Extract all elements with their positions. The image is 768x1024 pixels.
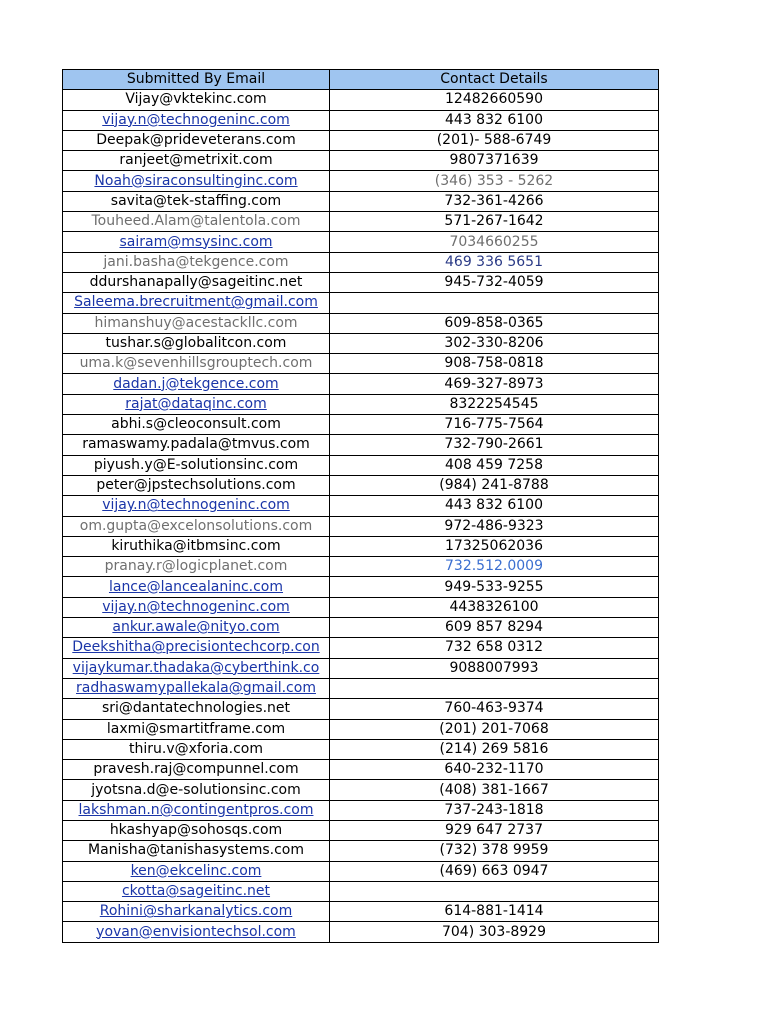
email-link[interactable]: Noah@siraconsultinginc.com xyxy=(94,172,298,189)
table-row xyxy=(63,435,659,455)
email-cell[interactable] xyxy=(63,171,330,191)
contact-cell[interactable] xyxy=(330,820,659,840)
email-link[interactable]: rajat@dataqinc.com xyxy=(125,395,267,412)
email-cell[interactable] xyxy=(63,638,330,658)
email-cell[interactable] xyxy=(63,252,330,272)
contact-cell[interactable] xyxy=(330,760,659,780)
contact-text: 704) 303-8929 xyxy=(441,923,547,940)
contact-text: 571-267-1642 xyxy=(444,213,544,230)
email-cell[interactable] xyxy=(63,800,330,820)
header-contact-details[interactable]: Contact Details xyxy=(330,70,659,90)
email-cell[interactable] xyxy=(63,110,330,130)
contact-text: 17325062036 xyxy=(445,537,543,554)
contact-text: 4438326100 xyxy=(449,598,539,615)
contact-text: 469 336 5651 xyxy=(445,253,543,270)
contact-cell[interactable] xyxy=(330,536,659,556)
contact-text: 640-232-1170 xyxy=(444,761,544,778)
email-cell[interactable] xyxy=(63,232,330,252)
contact-text: 732-361-4266 xyxy=(444,192,544,209)
table-row xyxy=(63,151,659,171)
contact-cell[interactable] xyxy=(330,252,659,272)
contact-cell[interactable] xyxy=(330,678,659,698)
contact-cell[interactable] xyxy=(330,597,659,617)
email-cell[interactable] xyxy=(63,151,330,171)
contact-cell[interactable] xyxy=(330,780,659,800)
contact-cell[interactable] xyxy=(330,110,659,130)
email-cell[interactable] xyxy=(63,780,330,800)
table-row xyxy=(63,881,659,901)
contact-text: 716-775-7564 xyxy=(444,416,544,433)
email-text: om.gupta@excelonsolutions.com xyxy=(79,517,313,534)
email-cell[interactable] xyxy=(63,435,330,455)
email-cell[interactable] xyxy=(63,374,330,394)
email-text: piyush.y@E-solutionsinc.com xyxy=(93,456,299,473)
contact-text: 408 459 7258 xyxy=(445,456,543,473)
contact-cell[interactable] xyxy=(330,496,659,516)
email-cell[interactable] xyxy=(63,496,330,516)
email-text: Vijay@vktekinc.com xyxy=(125,91,267,108)
table-row xyxy=(63,354,659,374)
contact-cell[interactable] xyxy=(330,90,659,110)
email-cell[interactable] xyxy=(63,191,330,211)
contact-text: (201)- 588-6749 xyxy=(436,132,552,149)
email-cell[interactable] xyxy=(63,394,330,414)
table-row xyxy=(63,780,659,800)
email-link[interactable]: radhaswamypallekala@gmail.com xyxy=(76,680,316,697)
email-text: laxmi@smartitframe.com xyxy=(106,720,286,737)
email-cell[interactable] xyxy=(63,130,330,150)
contact-text: (214) 269 5816 xyxy=(439,740,549,757)
contact-cell[interactable] xyxy=(330,232,659,252)
table-row xyxy=(63,496,659,516)
email-link[interactable]: vijaykumar.thadaka@cyberthink.co xyxy=(72,659,320,676)
email-cell[interactable] xyxy=(63,902,330,922)
table-body xyxy=(63,90,659,942)
header-submitted-by-email[interactable]: Submitted By Email xyxy=(63,70,330,90)
contacts-table xyxy=(62,69,659,943)
contact-cell[interactable] xyxy=(330,272,659,292)
contact-cell[interactable] xyxy=(330,212,659,232)
email-cell[interactable] xyxy=(63,90,330,110)
table-row xyxy=(63,415,659,435)
contact-cell[interactable] xyxy=(330,516,659,536)
email-cell[interactable] xyxy=(63,678,330,698)
table-row xyxy=(63,374,659,394)
email-link[interactable]: Saleema.brecruitment@gmail.com xyxy=(74,294,318,311)
table-row xyxy=(63,90,659,110)
email-cell[interactable] xyxy=(63,739,330,759)
contact-text: (346) 353 - 5262 xyxy=(434,172,554,189)
email-text: savita@tek-staffing.com xyxy=(110,192,282,209)
email-cell[interactable] xyxy=(63,455,330,475)
email-cell[interactable] xyxy=(63,557,330,577)
contact-cell[interactable] xyxy=(330,333,659,353)
email-text: uma.k@sevenhillsgrouptech.com xyxy=(79,355,313,372)
table-row xyxy=(63,820,659,840)
contact-text: 7034660255 xyxy=(449,233,539,250)
email-cell[interactable] xyxy=(63,618,330,638)
email-cell[interactable] xyxy=(63,272,330,292)
contact-text: 12482660590 xyxy=(445,91,543,108)
table-row xyxy=(63,475,659,495)
email-text: ranjeet@metrixit.com xyxy=(119,152,273,169)
email-cell[interactable] xyxy=(63,212,330,232)
contact-cell[interactable] xyxy=(330,293,659,313)
table-row xyxy=(63,232,659,252)
email-text: ramaswamy.padala@tmvus.com xyxy=(82,436,310,453)
email-text: peter@jpstechsolutions.com xyxy=(96,477,296,494)
table-row xyxy=(63,719,659,739)
contact-cell[interactable] xyxy=(330,475,659,495)
email-cell[interactable] xyxy=(63,333,330,353)
email-cell[interactable] xyxy=(63,760,330,780)
contact-cell[interactable] xyxy=(330,658,659,678)
contact-cell[interactable] xyxy=(330,841,659,861)
contact-cell[interactable] xyxy=(330,861,659,881)
email-cell[interactable] xyxy=(63,658,330,678)
contact-cell[interactable] xyxy=(330,881,659,901)
spreadsheet xyxy=(62,69,659,943)
email-text: abhi.s@cleoconsult.com xyxy=(111,416,281,433)
email-link[interactable]: Rohini@sharkanalytics.com xyxy=(99,903,293,920)
table-row xyxy=(63,110,659,130)
email-link[interactable]: ckotta@sageitinc.net xyxy=(121,883,271,900)
email-cell[interactable] xyxy=(63,475,330,495)
contact-text: 760-463-9374 xyxy=(444,700,544,717)
email-text: Deepak@prideveterans.com xyxy=(96,132,296,149)
email-cell[interactable] xyxy=(63,293,330,313)
email-text: pranay.r@logicplanet.com xyxy=(104,558,288,575)
table-row xyxy=(63,922,659,942)
table-row xyxy=(63,618,659,638)
table-row xyxy=(63,455,659,475)
contact-text: 9088007993 xyxy=(449,659,539,676)
email-cell[interactable] xyxy=(63,922,330,942)
contact-text: (732) 378 9959 xyxy=(439,842,549,859)
table-row xyxy=(63,739,659,759)
email-text: sri@dantatechnologies.net xyxy=(101,700,291,717)
email-cell[interactable] xyxy=(63,881,330,901)
email-text: Touheed.Alam@talentola.com xyxy=(91,213,301,230)
contact-text: 443 832 6100 xyxy=(445,497,543,514)
email-text: hkashyap@sohosqs.com xyxy=(109,822,283,839)
contact-cell[interactable] xyxy=(330,354,659,374)
contact-cell[interactable] xyxy=(330,557,659,577)
table-row xyxy=(63,394,659,414)
email-cell[interactable] xyxy=(63,577,330,597)
table-row xyxy=(63,516,659,536)
table-row xyxy=(63,333,659,353)
email-link[interactable]: lakshman.n@contingentpros.com xyxy=(78,801,314,818)
contact-cell[interactable] xyxy=(330,699,659,719)
email-text: himanshuy@acestackllc.com xyxy=(94,314,298,331)
contact-cell[interactable] xyxy=(330,618,659,638)
table-row xyxy=(63,191,659,211)
contact-text: (201) 201-7068 xyxy=(439,720,549,737)
contact-cell[interactable] xyxy=(330,719,659,739)
table-row xyxy=(63,902,659,922)
contact-text: (984) 241-8788 xyxy=(439,477,549,494)
contact-cell[interactable] xyxy=(330,922,659,942)
contact-cell[interactable] xyxy=(330,415,659,435)
contact-cell[interactable] xyxy=(330,374,659,394)
contact-cell[interactable] xyxy=(330,577,659,597)
email-link[interactable]: ken@ekcelinc.com xyxy=(130,862,262,879)
email-text: jyotsna.d@e-solutionsinc.com xyxy=(91,781,301,798)
email-cell[interactable] xyxy=(63,719,330,739)
contact-cell[interactable] xyxy=(330,191,659,211)
header-row xyxy=(63,70,659,90)
table-row xyxy=(63,212,659,232)
contact-cell[interactable] xyxy=(330,800,659,820)
table-row xyxy=(63,313,659,333)
contact-cell[interactable] xyxy=(330,171,659,191)
email-text: tushar.s@globalitcon.com xyxy=(105,335,287,351)
contact-text: 972-486-9323 xyxy=(444,517,544,534)
table-row xyxy=(63,130,659,150)
email-cell[interactable] xyxy=(63,415,330,435)
email-cell[interactable] xyxy=(63,699,330,719)
contact-text: 949-533-9255 xyxy=(444,578,544,595)
email-link[interactable]: sairam@msysinc.com xyxy=(119,233,273,250)
contact-text: 737-243-1818 xyxy=(444,801,544,818)
email-link[interactable]: ankur.awale@nityo.com xyxy=(112,619,280,636)
email-text: ddurshanapally@sageitinc.net xyxy=(89,274,303,291)
table-row xyxy=(63,536,659,556)
contact-text: (408) 381-1667 xyxy=(439,781,549,798)
table-row xyxy=(63,577,659,597)
contact-cell[interactable] xyxy=(330,902,659,922)
table-row xyxy=(63,252,659,272)
contact-text: 609 857 8294 xyxy=(445,619,543,636)
contact-text: 945-732-4059 xyxy=(444,274,544,291)
contact-cell[interactable] xyxy=(330,130,659,150)
contact-text: 302-330-8206 xyxy=(444,335,544,351)
email-cell[interactable] xyxy=(63,597,330,617)
table-row xyxy=(63,597,659,617)
contact-cell[interactable] xyxy=(330,394,659,414)
email-cell[interactable] xyxy=(63,841,330,861)
email-text: jani.basha@tekgence.com xyxy=(103,253,289,270)
table-row xyxy=(63,699,659,719)
email-cell[interactable] xyxy=(63,536,330,556)
table-row xyxy=(63,800,659,820)
table-row xyxy=(63,638,659,658)
table-row xyxy=(63,678,659,698)
table-row xyxy=(63,272,659,292)
email-link[interactable]: dadan.j@tekgence.com xyxy=(113,375,279,392)
contact-cell[interactable] xyxy=(330,435,659,455)
email-cell[interactable] xyxy=(63,861,330,881)
table-row xyxy=(63,841,659,861)
contact-text: 929 647 2737 xyxy=(445,822,543,839)
contact-cell[interactable] xyxy=(330,313,659,333)
contact-text: 732.512.0009 xyxy=(445,558,543,575)
email-cell[interactable] xyxy=(63,354,330,374)
contact-text: 732 658 0312 xyxy=(445,639,543,656)
email-cell[interactable] xyxy=(63,313,330,333)
table-row xyxy=(63,658,659,678)
contact-text: 614-881-1414 xyxy=(444,903,544,920)
contact-cell[interactable] xyxy=(330,151,659,171)
contact-cell[interactable] xyxy=(330,739,659,759)
table-row xyxy=(63,293,659,313)
email-link[interactable]: vijay.n@technogeninc.com xyxy=(102,598,290,615)
table-row xyxy=(63,171,659,191)
contact-text: 732-790-2661 xyxy=(444,436,544,453)
table-row xyxy=(63,557,659,577)
email-link[interactable]: vijay.n@technogeninc.com xyxy=(102,111,290,128)
contact-text: 8322254545 xyxy=(449,395,539,412)
email-link[interactable]: yovan@envisiontechsol.com xyxy=(96,923,296,940)
email-text: kiruthika@itbmsinc.com xyxy=(111,537,281,554)
email-link[interactable]: Deekshitha@precisiontechcorp.con xyxy=(72,639,320,656)
email-cell[interactable] xyxy=(63,516,330,536)
email-cell[interactable] xyxy=(63,820,330,840)
table-row xyxy=(63,760,659,780)
email-text: pravesh.raj@compunnel.com xyxy=(93,761,299,778)
email-text: thiru.v@xforia.com xyxy=(129,740,263,757)
contact-text: (469) 663 0947 xyxy=(439,862,549,879)
contact-text: 908-758-0818 xyxy=(444,355,544,372)
contact-text: 443 832 6100 xyxy=(445,111,543,128)
email-link[interactable]: lance@lancealaninc.com xyxy=(108,578,284,595)
contact-cell[interactable] xyxy=(330,455,659,475)
contact-cell[interactable] xyxy=(330,638,659,658)
table-row xyxy=(63,861,659,881)
contact-text: 609-858-0365 xyxy=(444,314,544,331)
contact-text: 9807371639 xyxy=(449,152,539,169)
email-text: Manisha@tanishasystems.com xyxy=(87,842,304,859)
email-link[interactable]: vijay.n@technogeninc.com xyxy=(102,497,290,514)
contact-text: 469-327-8973 xyxy=(444,375,544,392)
